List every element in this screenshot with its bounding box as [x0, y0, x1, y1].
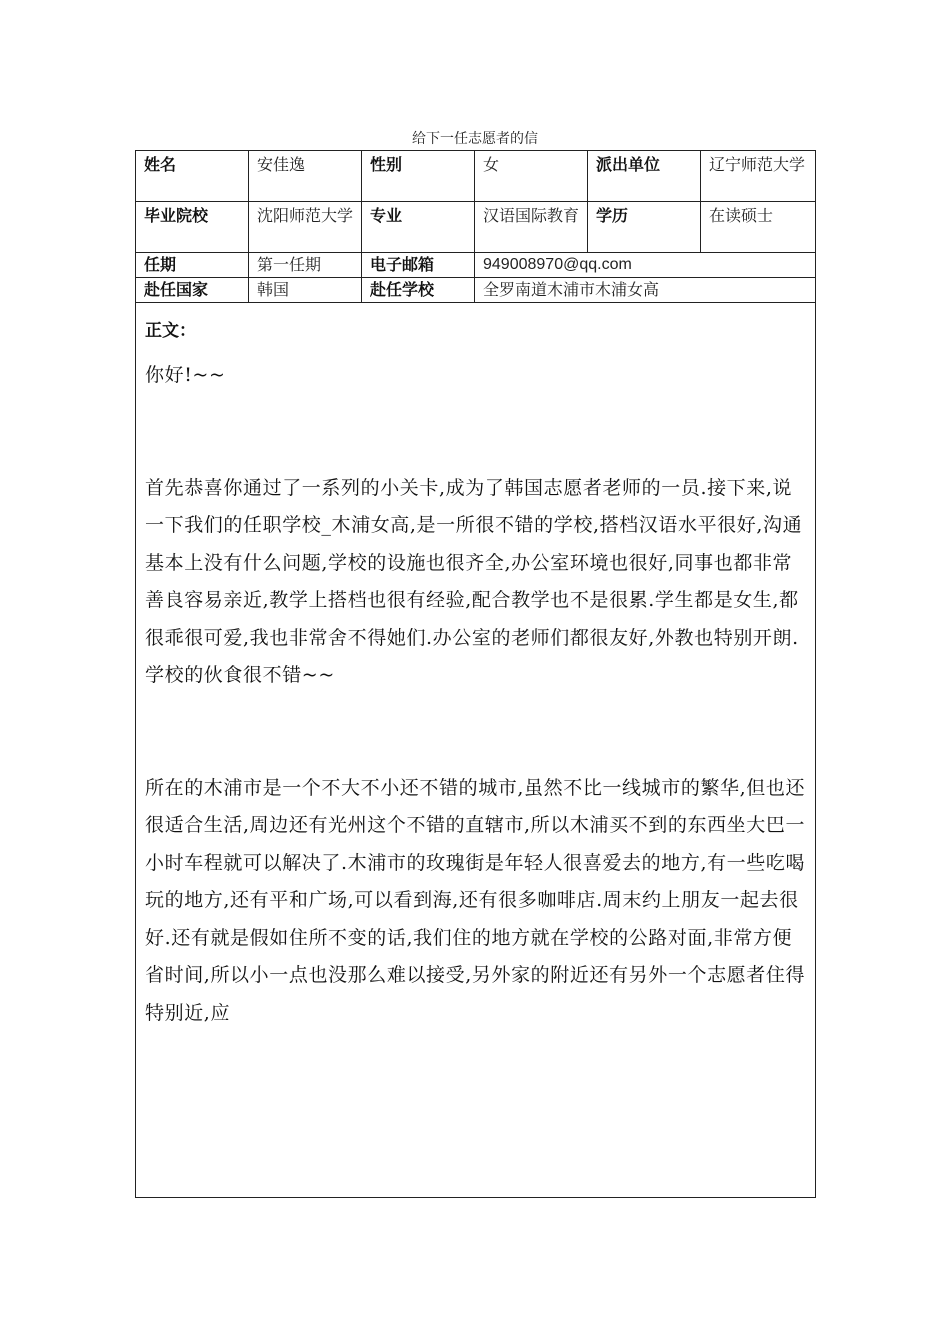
- degree-value: 在读硕士: [701, 202, 816, 253]
- term-label: 任期: [136, 253, 249, 278]
- name-value: 安佳逸: [249, 151, 362, 202]
- paragraph-city: 所在的木浦市是一个不大不小还不错的城市,虽然不比一线城市的繁华,但也还很适合生活,周边还有光州这个不错的直辖市,所以木浦买不到的东西坐大巴一小时车程就可以解决了.木浦市的玫瑰街是年轻人很喜爱去的地方,有一些吃喝玩的地方,还有平和广场,可以看到海,还有很多咖啡店.周末约上朋友一起去很好.还有就是假如住所不变的话,我们住的地方就在学校的公路对面,非常方便省时间,所以小一点也没那么难以接受,另外家的附近还有另外一个志愿者住得特别近,应: [145, 776, 806, 1024]
- email-value: 949008970@qq.com: [475, 253, 816, 278]
- table-row: [136, 303, 816, 1198]
- table-row: [136, 151, 816, 202]
- school-value: 沈阳师范大学: [249, 202, 362, 253]
- post-value: 全罗南道木浦市木浦女高: [475, 278, 816, 303]
- major-value: 汉语国际教育: [475, 202, 588, 253]
- unit-label: 派出单位: [588, 151, 701, 202]
- greeting-line: 你好!~~: [145, 364, 226, 386]
- body-heading: 正文：: [145, 321, 196, 341]
- table-row: [136, 202, 816, 253]
- paragraph-gap: [145, 695, 807, 770]
- major-label: 专业: [362, 202, 475, 253]
- email-label: 电子邮箱: [362, 253, 475, 278]
- name-label: 姓名: [136, 151, 249, 202]
- degree-label: 学历: [588, 202, 701, 253]
- letter-body: [136, 303, 816, 1198]
- paragraph-school: 首先恭喜你通过了一系列的小关卡,成为了韩国志愿者老师的一员.接下来,说一下我们的任职学校_木浦女高,是一所很不错的学校,搭档汉语水平很好,沟通基本上没有什么问题,学校的设施也很齐全,办公室环境也很好,同事也都非常善良容易亲近,教学上搭档也很有经验,配合教学也不是很累.学生都是女生,都很乖很可爱,我也非常舍不得她们.办公室的老师们都很友好,外教也特别开朗.学校的伙食很不错~~: [145, 476, 803, 686]
- gender-value: 女: [475, 151, 588, 202]
- table-row: [136, 253, 816, 278]
- post-label: 赴任学校: [362, 278, 475, 303]
- unit-value: 辽宁师范大学: [701, 151, 816, 202]
- term-value: 第一任期: [249, 253, 362, 278]
- volunteer-info-table: [135, 150, 816, 1198]
- document-title: 给下一任志愿者的信: [412, 131, 538, 147]
- country-value: 韩国: [249, 278, 362, 303]
- school-label: 毕业院校: [136, 202, 249, 253]
- gender-label: 性别: [362, 151, 475, 202]
- table-row: [136, 278, 816, 303]
- country-label: 赴任国家: [136, 278, 249, 303]
